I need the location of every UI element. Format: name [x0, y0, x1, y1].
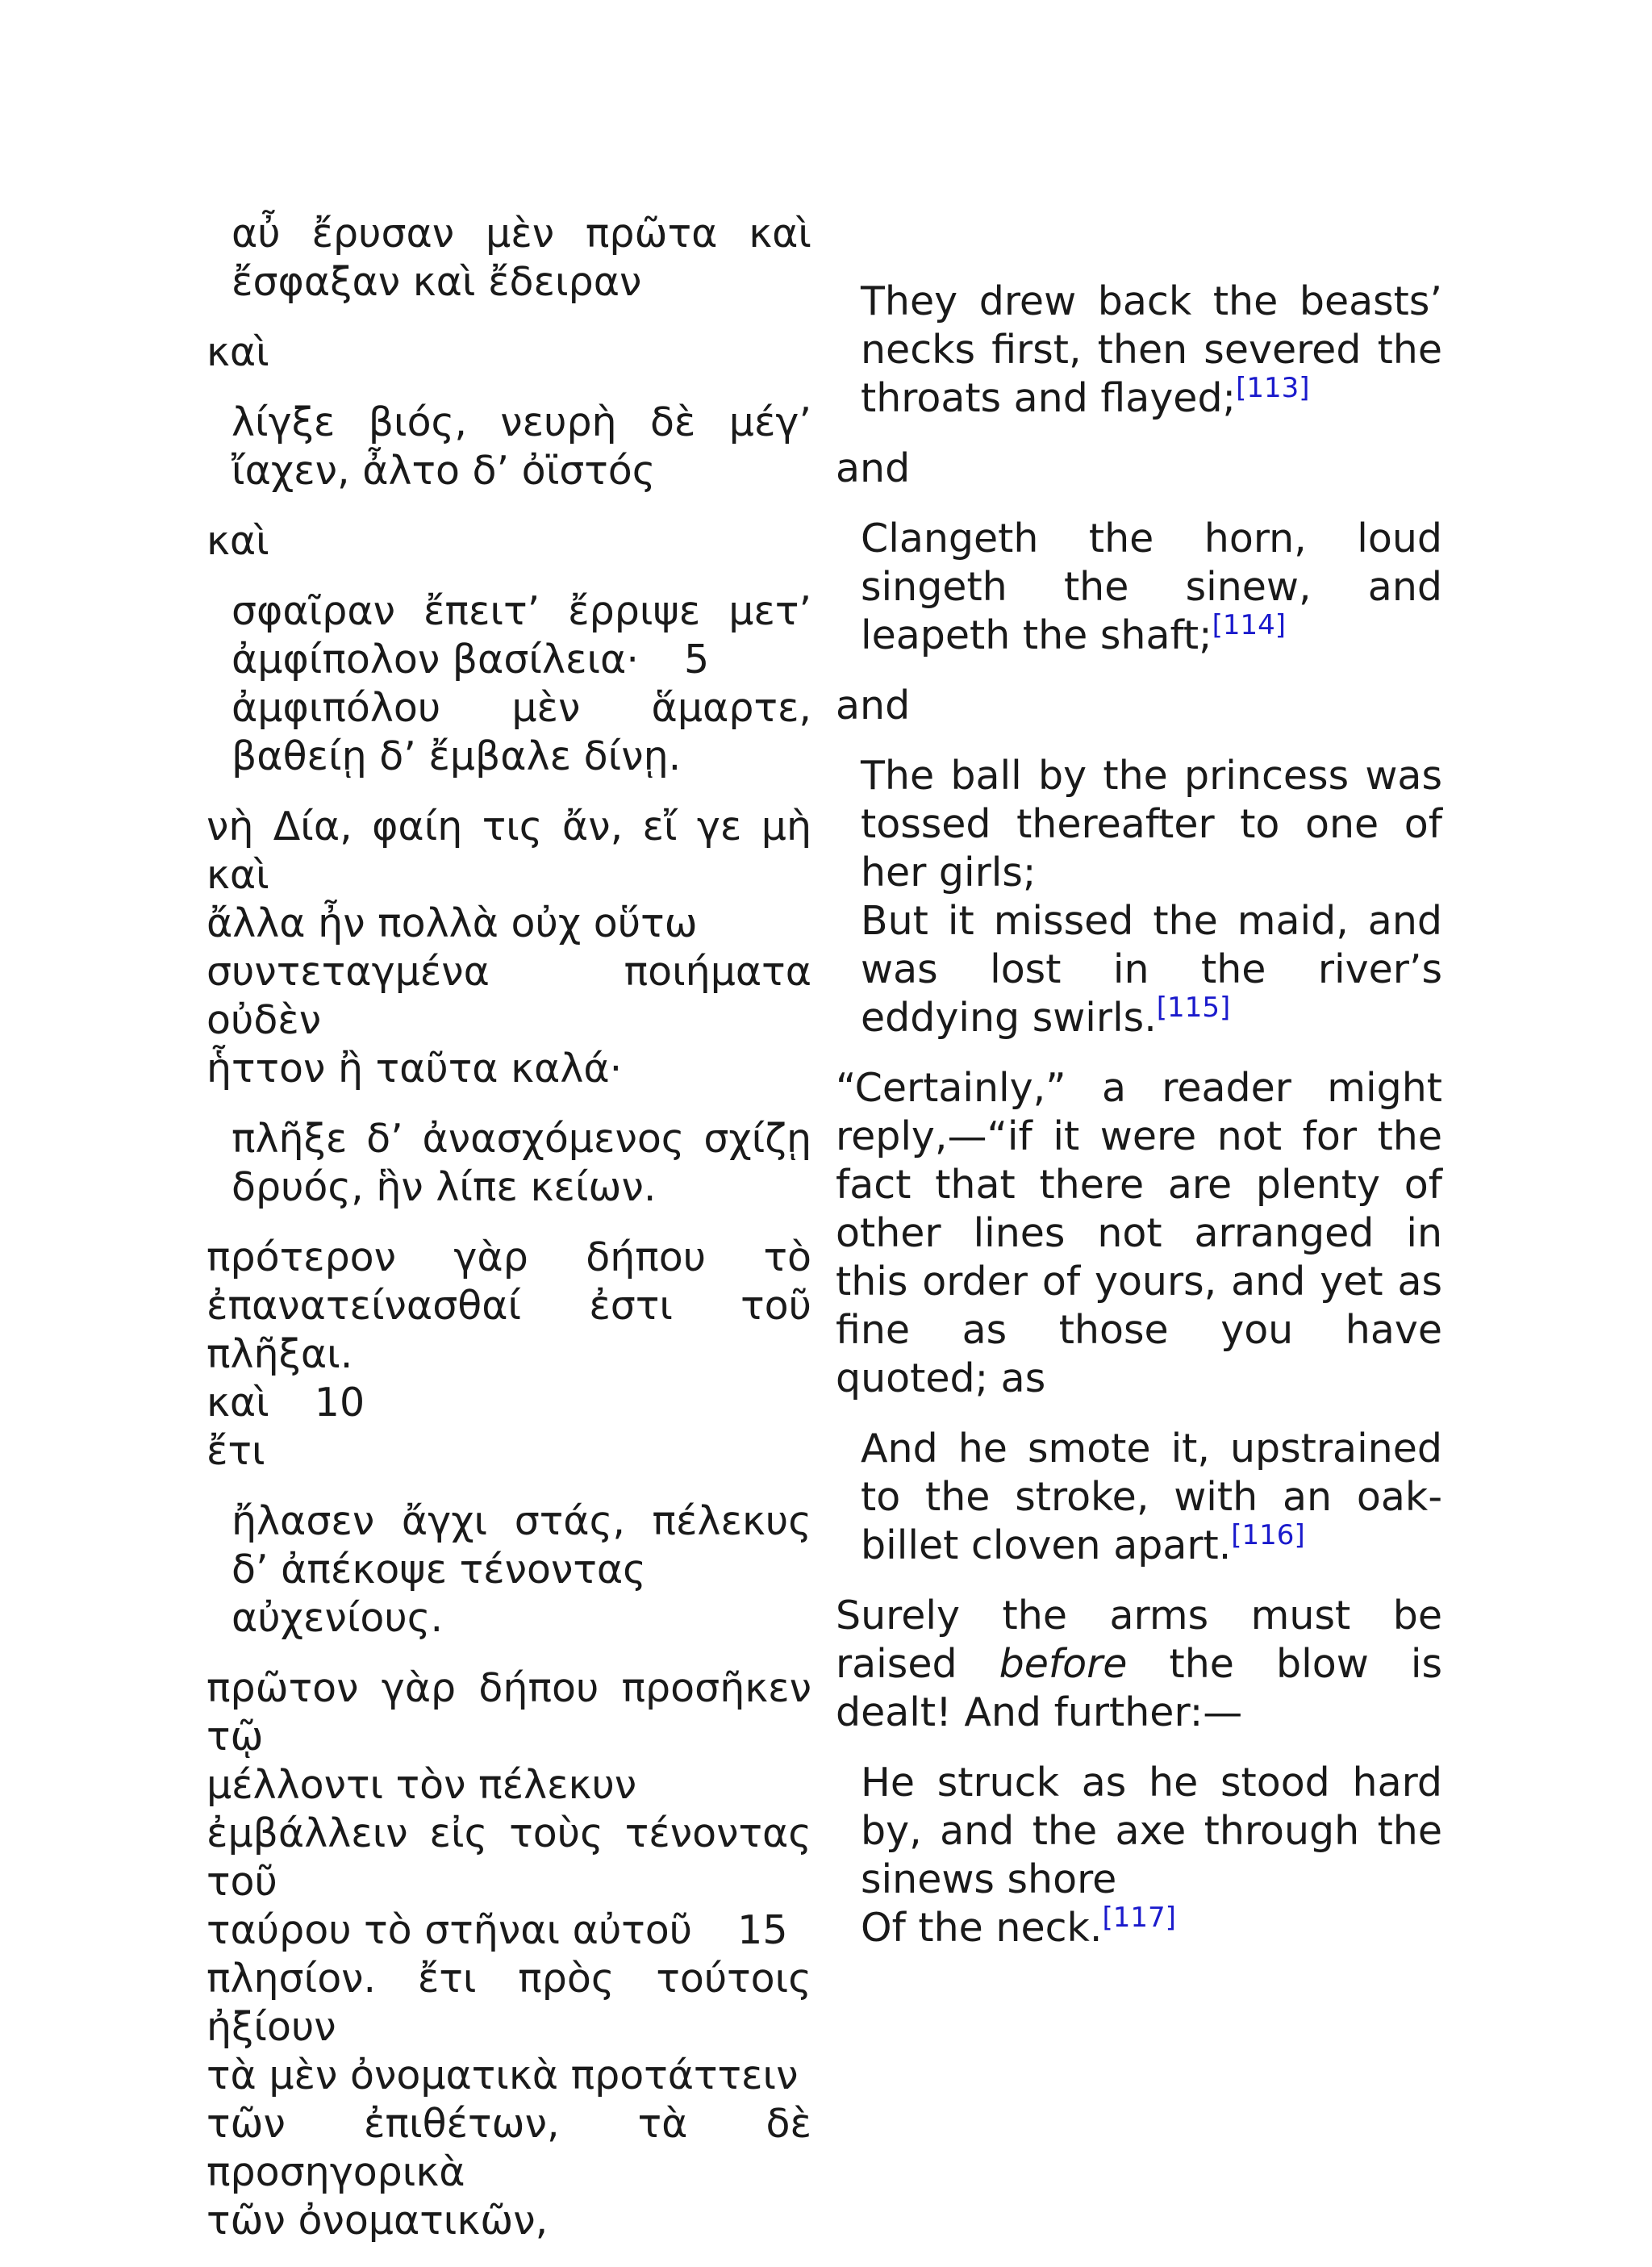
verse-line: αὐχενίους. [232, 1595, 444, 1641]
verse-text: Of the neck. [861, 1905, 1103, 1951]
greek-verse-5 [232, 1497, 811, 1643]
prose-line: πρότερον γὰρ δήπου τὸ ἐπανατείνασθαί ἐστι τοῦ πλῆξαι. [206, 1234, 811, 1377]
english-column [836, 210, 1442, 1974]
english-verse-1 [861, 278, 1442, 423]
line-number: 10 [314, 1380, 365, 1426]
greek-paragraph-2 [206, 1234, 811, 1476]
prose-line: τὰ μὲν ὀνοματικὰ προτάττειν [206, 2052, 799, 2098]
line-number: 5 [683, 637, 710, 683]
english-paragraph-1: “Certainly,” a reader might reply,—“if it were not for the fact that there are plenty of other lines not arranged in this order of yours, and yet as fine as those you have quoted; as [836, 1065, 1442, 1401]
verse-text: σφαῖραν ἔπειτ’ ἔρριψε μετ’ ἀμφίπολον βασίλεια· [232, 588, 811, 683]
prose-line: συντεταγμένα ποιήματα οὐδὲν [206, 949, 811, 1043]
verse-line [861, 1425, 1442, 1570]
verse-line: αὖ ἔρυσαν μὲν πρῶτα καὶ ἔσφαξαν καὶ ἔδειραν [232, 211, 811, 305]
verse-text: They drew back the beasts’ necks first, then severed the throats and flayed; [861, 278, 1442, 421]
prose-line [206, 1906, 811, 1955]
verse-line: λίγξε βιός, νευρὴ δὲ μέγ’ ἴαχεν, ἆλτο δ’ ὀϊστός [232, 399, 811, 494]
verse-line: The ball by the princess was tossed thereafter to one of her girls; [861, 753, 1442, 896]
verse-line: He struck as he stood hard by, and the axe through the sinews shore [861, 1760, 1442, 1902]
english-verse-4 [861, 1425, 1442, 1570]
footnote-ref-115[interactable]: [115] [1156, 992, 1231, 1024]
verse-line [861, 897, 1442, 1042]
prose-line: ἧττον ἢ ταῦτα καλά· [206, 1046, 623, 1092]
greek-connective: καὶ [206, 518, 269, 564]
line-number: 15 [737, 1907, 788, 1953]
greek-paragraph-1 [206, 803, 811, 1093]
footnote-ref-113[interactable]: [113] [1236, 372, 1310, 404]
greek-verse-4 [232, 1115, 811, 1212]
verse-line: ἀμφιπόλου μὲν ἅμαρτε, βαθείῃ δ’ ἔμβαλε δίνῃ. [232, 685, 811, 779]
prose-text: καὶ [206, 1380, 269, 1426]
english-paragraph-2 [836, 1592, 1442, 1737]
verse-line: ἤλασεν ἄγχι στάς, πέλεκυς δ’ ἀπέκοψε τένοντας [232, 1498, 811, 1593]
prose-line [206, 1379, 811, 1427]
footnote-ref-117[interactable]: [117] [1102, 1902, 1176, 1934]
english-connective: and [836, 445, 911, 491]
footnote-ref-116[interactable]: [116] [1231, 1519, 1305, 1551]
greek-column [206, 210, 811, 2267]
prose-text: Surely the arms must be raised [836, 1593, 1442, 1687]
prose-line: τῶν ὀνοματικῶν, [206, 2198, 549, 2244]
verse-text: But it missed the maid, and was lost in the river’s eddying swirls. [861, 898, 1442, 1041]
prose-line: μέλλοντι τὸν πέλεκυν [206, 1762, 637, 1808]
english-verse-3 [861, 752, 1442, 1042]
prose-line: πρῶτον γὰρ δήπου προσῆκεν τῷ [206, 1665, 811, 1760]
greek-verse-1 [232, 210, 811, 307]
footnote-ref-114[interactable]: [114] [1212, 609, 1287, 641]
greek-verse-3 [232, 587, 811, 781]
verse-line: πλῆξε δ’ ἀνασχόμενος σχίζῃ δρυός, ἣν λίπε κείων. [232, 1116, 811, 1210]
prose-line: τῶν ἐπιθέτων, τὰ δὲ προσηγορικὰ [206, 2101, 811, 2195]
prose-line: ἄλλα ἦν πολλὰ οὐχ οὕτω [206, 900, 698, 946]
greek-verse-2 [232, 399, 811, 495]
prose-line: ἔτι [206, 1428, 265, 1474]
verse-text: Clangeth the horn, loud singeth the sinew, and leapeth the shaft; [861, 516, 1442, 658]
verse-text: And he smote it, upstrained to the stroke, with an oak-billet cloven apart. [861, 1426, 1442, 1568]
greek-connective: καὶ [206, 329, 269, 375]
prose-line: νὴ Δία, φαίη τις ἄν, εἴ γε μὴ καὶ [206, 804, 811, 898]
verse-line [861, 1904, 1442, 1952]
prose-line: πλησίον. ἔτι πρὸς τούτοις ἠξίουν [206, 1956, 811, 2050]
prose-text: ταύρου τὸ στῆναι αὐτοῦ [206, 1907, 693, 1953]
emphasis-text: before [999, 1641, 1128, 1687]
english-verse-2 [861, 515, 1442, 660]
prose-text: the blow is dealt! And further:— [836, 1641, 1443, 1735]
verse-line [861, 278, 1442, 423]
prose-line: ἐμβάλλειν εἰς τοὺς τένοντας τοῦ [206, 1810, 811, 1905]
verse-line [232, 587, 811, 684]
english-verse-5 [861, 1759, 1442, 1952]
english-connective: and [836, 683, 911, 729]
greek-paragraph-3 [206, 1664, 811, 2245]
verse-line [861, 515, 1442, 660]
